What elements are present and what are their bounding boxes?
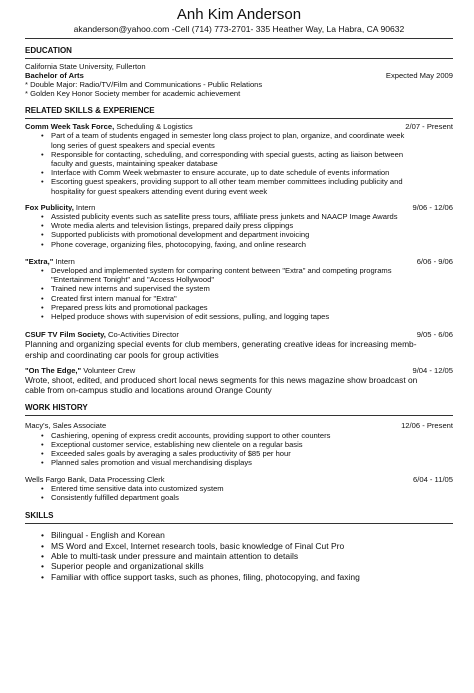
- bullet-item: • Part of a team of students engaged in semester long class project to plan, organize, and coordinate week: [25, 131, 453, 140]
- entry-role: Co-Activities Director: [105, 330, 179, 340]
- entry-role: Scheduling & Logistics: [114, 122, 193, 132]
- job-title: Wells Fargo Bank, Data Processing Clerk: [25, 474, 165, 484]
- entry-role: Intern: [53, 256, 75, 266]
- degree-date: Expected May 2009: [385, 71, 453, 80]
- bullet-item: • Exceeded sales goals by averaging a sales productivity of $85 per hour: [25, 449, 453, 458]
- bullet-item: • Cashiering, opening of express credit accounts, providing support to other counters: [25, 431, 453, 440]
- contact-line: akanderson@yahoo.com -Cell (714) 773-2701- 335 Heather Way, La Habra, CA 90632: [73, 24, 405, 34]
- bullet-item: • Trained new interns and supervised the system: [25, 284, 453, 293]
- bullet-item: • Developed and implemented system for comparing content between "Extra" and competing programs: [25, 266, 453, 275]
- skill-item: • Superior people and organizational skills: [25, 561, 453, 571]
- skills-list: [25, 530, 453, 582]
- entry-description: Wrote, shoot, edited, and produced short local news segments for this news magazine show broadcast on: [25, 375, 418, 386]
- bullet-continuation: hospitality for guest speakers attending event during event week: [51, 186, 268, 196]
- entry-bullets: [25, 266, 453, 321]
- bullet-continuation: "Entertainment Tonight" and "Access Hollywood": [51, 275, 215, 285]
- skill-item: • Bilingual - English and Korean: [25, 530, 453, 540]
- bullet-item: • Helped produce shows with supervision of edit sessions, pulling, and logging tapes: [25, 312, 453, 321]
- experience-entry: [25, 257, 453, 321]
- entry-header: [25, 366, 453, 375]
- bullet-item: • Assisted publicity events such as satellite press tours, affiliate press junkets and NAACP Image Awards: [25, 212, 453, 221]
- degree-row: [25, 71, 453, 80]
- bullet-continuation: long series of guest speakers and special events: [51, 140, 215, 150]
- work-history-heading: WORK HISTORY: [25, 395, 453, 416]
- job-header: [25, 475, 453, 484]
- skill-item: • Able to multi-task under pressure and maintain attention to details: [25, 551, 453, 561]
- entry-bullets: [25, 131, 453, 195]
- entry-date: 2/07 - Present: [405, 122, 453, 132]
- bullet-item: • Supported publicists with promotional development and department invoicing: [25, 230, 453, 239]
- entry-role: Intern: [73, 202, 96, 212]
- education-note: * Golden Key Honor Society member for academic achievement: [25, 89, 241, 99]
- skill-item: • MS Word and Excel, Internet research tools, basic knowledge of Final Cut Pro: [25, 541, 453, 551]
- bullet-item: • Phone coverage, organizing files, photocopying, faxing, and online research: [25, 240, 453, 249]
- entry-org: Comm Week Task Force,: [25, 122, 115, 132]
- entry-bullets: [25, 212, 453, 249]
- bullet-item: • Consistently fulfilled department goals: [25, 493, 453, 502]
- school-name: California State University, Fullerton: [25, 62, 146, 71]
- job-date: 12/06 - Present: [401, 421, 453, 431]
- bullet-item: • Responsible for contacting, scheduling, and corresponding with special guests, acting as liaison between: [25, 150, 453, 159]
- entry-description: cable from on-campus studio and locations around Orange County: [25, 385, 272, 396]
- bullet-item: • Prepared press kits and promotional packages: [25, 303, 453, 312]
- bullet-item: • Planned sales promotion and visual merchandising displays: [25, 458, 453, 467]
- experience-entry: [25, 203, 453, 249]
- entry-date: 9/05 - 6/06: [416, 330, 453, 340]
- entry-description: Planning and organizing special events for club members, generating creative ideas for increasing memb-: [25, 339, 417, 350]
- job-bullets: [25, 431, 453, 468]
- bullet-item: • Escorting guest speakers, providing support to all other team member committees including publicity and: [25, 177, 453, 186]
- job-header: [25, 421, 453, 430]
- job-title: Macy's, Sales Associate: [25, 421, 107, 431]
- education-heading: EDUCATION: [25, 39, 453, 59]
- entry-date: 9/06 - 12/06: [412, 202, 453, 212]
- entry-date: 9/04 - 12/05: [412, 365, 453, 375]
- entry-header: [25, 122, 453, 131]
- candidate-name: Anh Kim Anderson: [176, 6, 302, 23]
- job-entry: [25, 475, 453, 503]
- entry-header: [25, 257, 453, 266]
- entry-description: ership and coordinating car pools for group activities: [25, 349, 219, 360]
- job-date: 6/04 - 11/05: [413, 474, 453, 484]
- skills-heading: SKILLS: [25, 502, 453, 524]
- bullet-item: • Created first intern manual for "Extra": [25, 294, 453, 303]
- entry-header: [25, 203, 453, 212]
- experience-entry: [25, 330, 453, 360]
- entry-role: Volunteer Crew: [81, 365, 136, 375]
- entry-date: 6/06 - 9/06: [416, 256, 453, 266]
- bullet-continuation: faculty and guests, maintaining speaker database: [51, 159, 218, 169]
- entry-header: [25, 330, 453, 339]
- bullet-item: • Interface with Comm Week webmaster to ensure accurate, up to date schedule of events information: [25, 168, 453, 177]
- entry-org: "On The Edge,": [25, 365, 82, 375]
- education-note: * Double Major: Radio/TV/Film and Communications - Public Relations: [25, 80, 263, 90]
- entry-org: "Extra,": [25, 256, 54, 266]
- entry-org: Fox Publicity,: [25, 202, 74, 212]
- experience-entry: [25, 366, 453, 396]
- skill-item: • Familiar with office support tasks, such as phones, filing, photocopying, and faxing: [25, 572, 453, 582]
- entry-org: CSUF TV Film Society,: [25, 330, 106, 340]
- resume-page: [25, 6, 453, 582]
- bullet-item: • Wrote media alerts and television listings, prepared daily press clippings: [25, 221, 453, 230]
- job-bullets: [25, 484, 453, 502]
- experience-heading: RELATED SKILLS & EXPERIENCE: [25, 98, 453, 119]
- bullet-item: • Entered time sensitive data into customized system: [25, 484, 453, 493]
- job-entry: [25, 421, 453, 467]
- degree-title: Bachelor of Arts: [25, 71, 84, 80]
- bullet-item: • Exceptional customer service, establishing new clientele on a regular basis: [25, 440, 453, 449]
- experience-entry: [25, 122, 453, 196]
